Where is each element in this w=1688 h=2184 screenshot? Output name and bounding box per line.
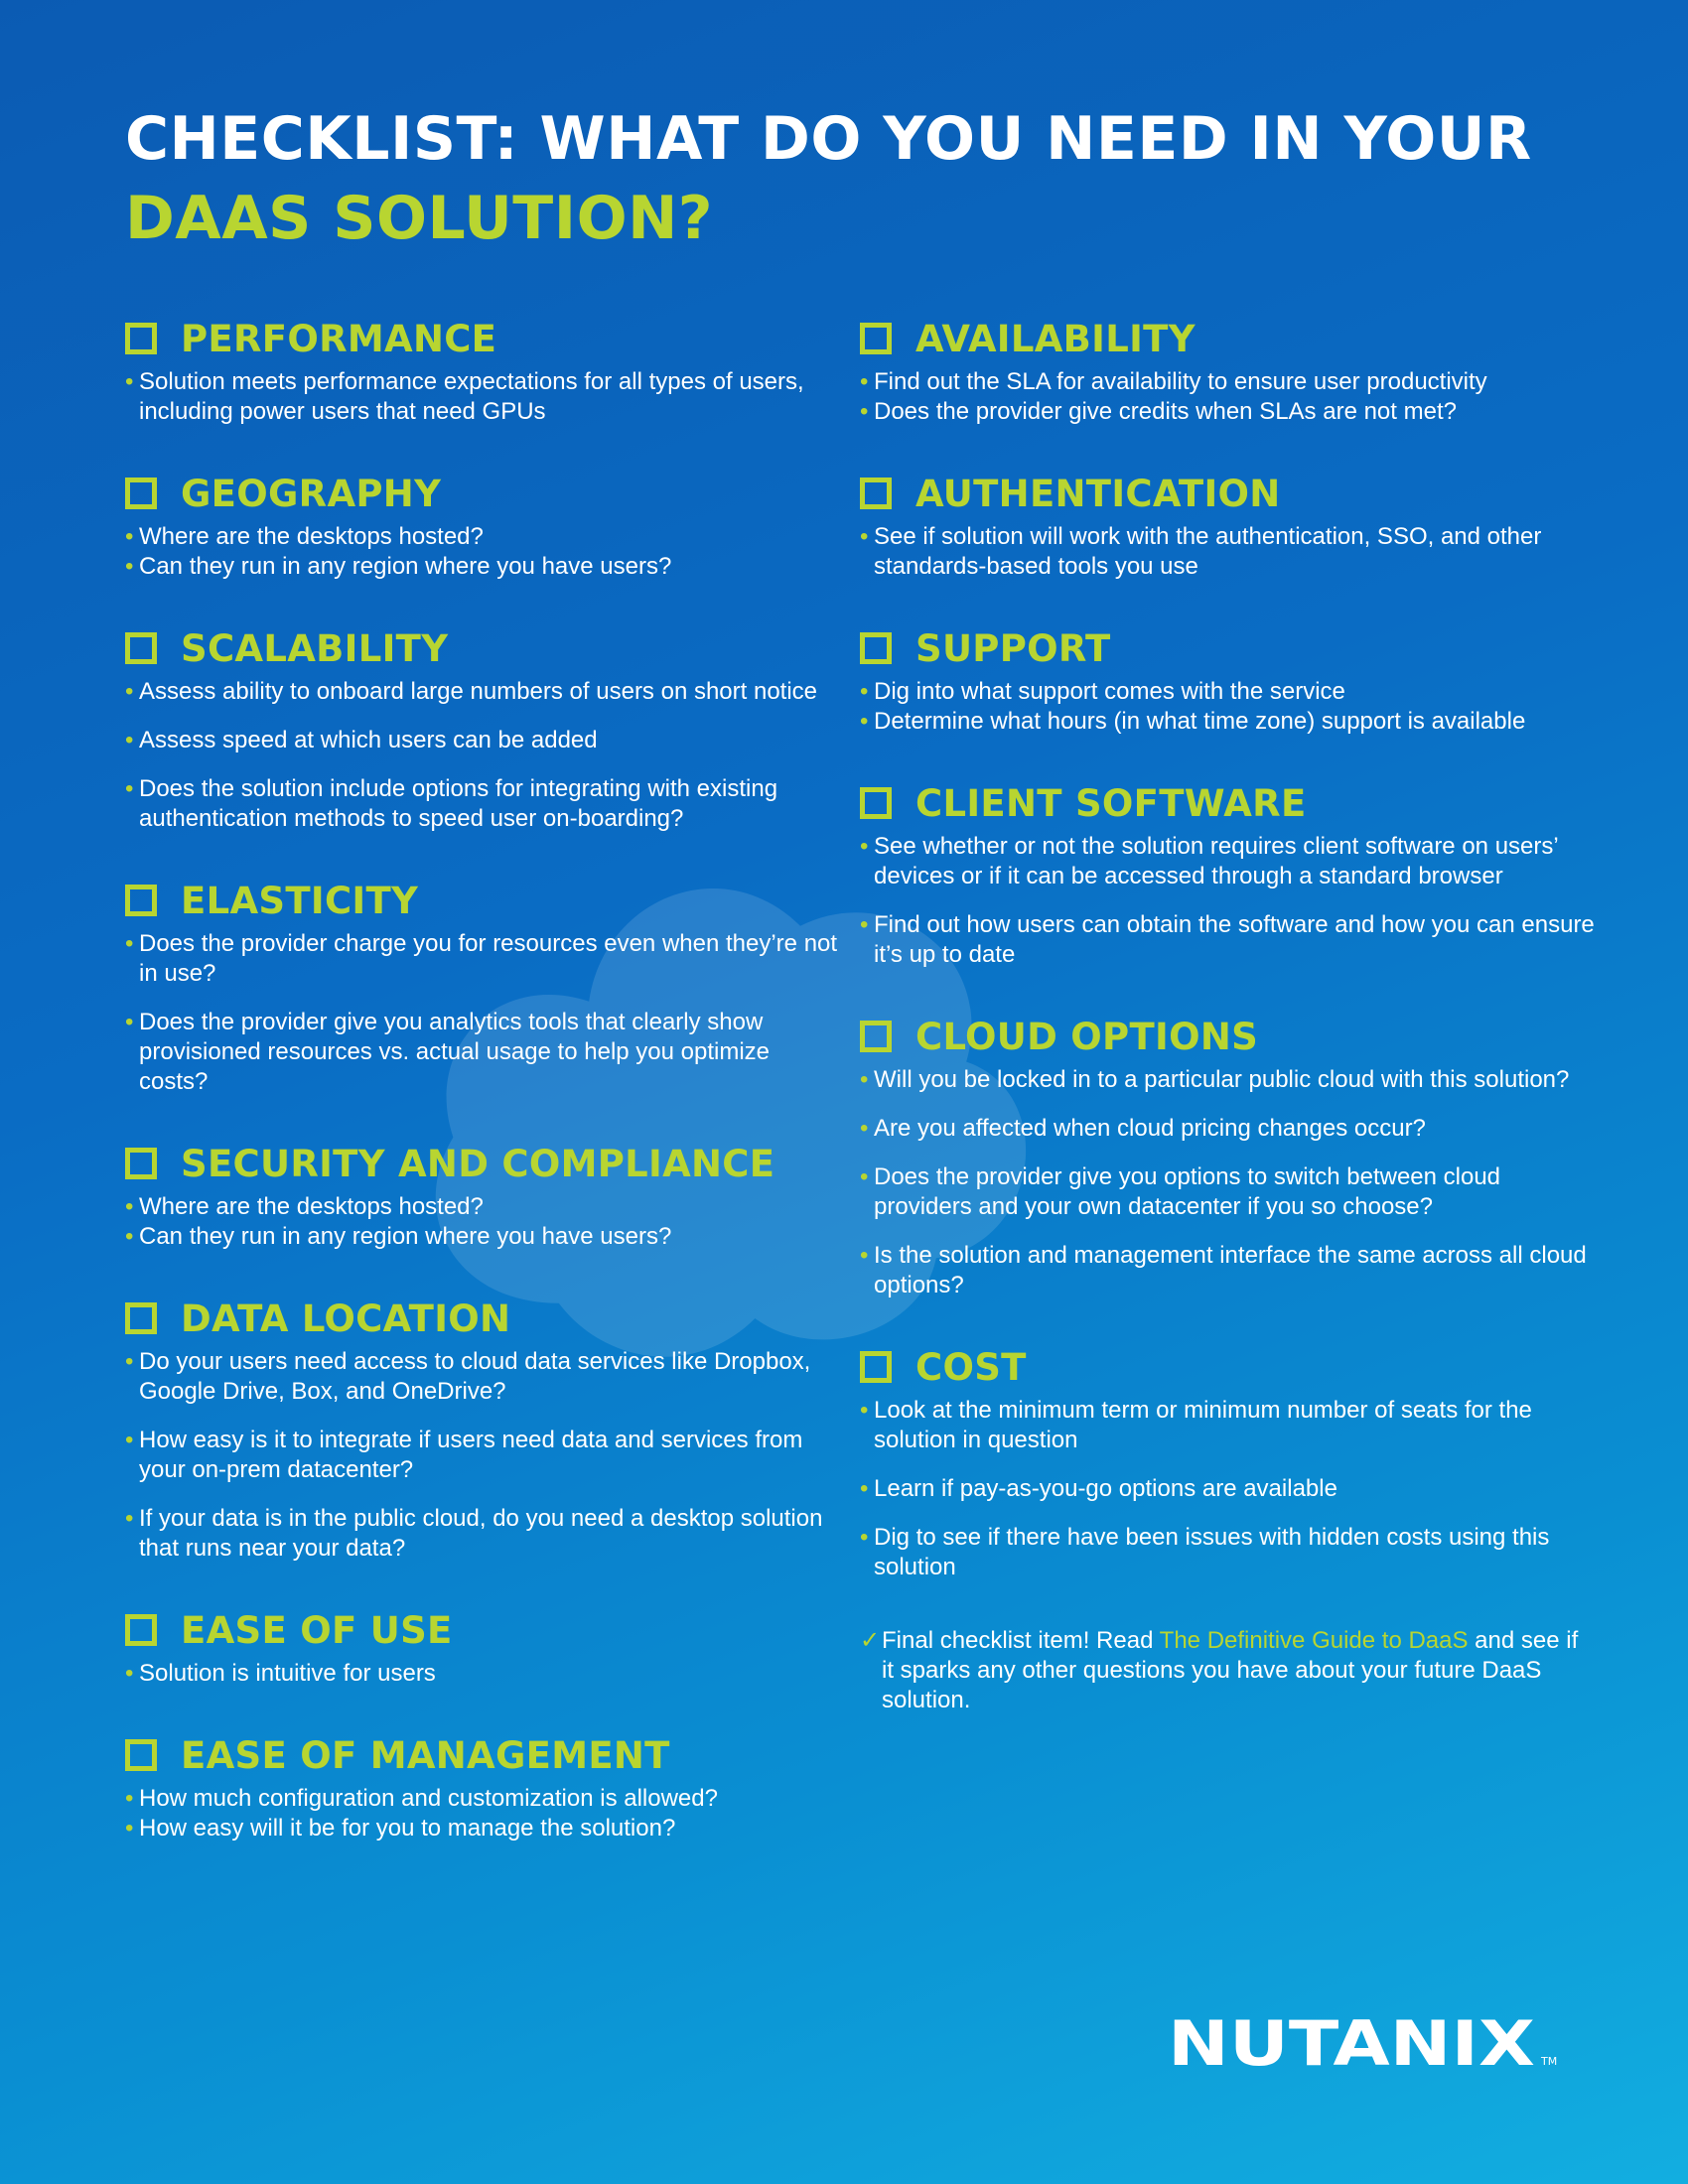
section-ease-of-management (125, 1732, 840, 1843)
bullet-list (125, 1784, 840, 1843)
section-title: AVAILABILITY (915, 317, 1196, 360)
checkbox-icon[interactable] (860, 478, 892, 509)
section-title: SCALABILITY (181, 626, 449, 670)
list-item: • Find out the SLA for availability to ensure user productivity (860, 367, 1595, 397)
list-item: • Dig to see if there have been issues with hidden costs using this solution (860, 1523, 1595, 1582)
list-item: • Does the provider give you options to switch between cloud providers and your own datacenter if you so choose? (860, 1162, 1595, 1222)
list-item: • Can they run in any region where you have users? (125, 552, 840, 582)
checkbox-icon[interactable] (125, 478, 157, 509)
bullet-list (860, 367, 1595, 427)
checkbox-icon[interactable] (125, 1148, 157, 1179)
section-title: EASE OF USE (181, 1608, 453, 1652)
checkbox-icon[interactable] (860, 323, 892, 354)
list-item: • Is the solution and management interface the same across all cloud options? (860, 1241, 1595, 1300)
list-item: • Learn if pay-as-you-go options are available (860, 1474, 1595, 1504)
list-item: • See whether or not the solution requires client software on users’ devices or if it can be accessed through a standard browser (860, 832, 1595, 891)
section-header (860, 1344, 1595, 1390)
section-header (125, 316, 840, 361)
section-cloud-options (860, 1014, 1595, 1300)
bullet-list (125, 522, 840, 582)
section-title: CLOUD OPTIONS (915, 1015, 1259, 1058)
list-item: • How much configuration and customization is allowed? (125, 1784, 840, 1814)
list-item: • Does the solution include options for integrating with existing authentication methods to speed user on-boarding? (125, 774, 840, 834)
section-header (125, 625, 840, 671)
bullet-list (860, 1065, 1595, 1300)
section-cost (860, 1344, 1595, 1582)
logo-wordmark: NUTANIX (1168, 2007, 1535, 2077)
left-column (125, 316, 840, 1887)
list-item: • If your data is in the public cloud, do you need a desktop solution that runs near your data? (125, 1504, 840, 1564)
definitive-guide-link[interactable]: The Definitive Guide to DaaS (1159, 1627, 1469, 1654)
list-item: • Look at the minimum term or minimum number of seats for the solution in question (860, 1396, 1595, 1455)
section-scalability (125, 625, 840, 834)
checkmark-icon: ✓ (860, 1627, 881, 1654)
section-header (860, 316, 1595, 361)
section-availability (860, 316, 1595, 427)
bullet-list (125, 929, 840, 1097)
list-item: • Assess speed at which users can be added (125, 726, 840, 755)
section-title: CLIENT SOFTWARE (915, 781, 1307, 825)
bullet-list (125, 367, 840, 427)
section-title: DATA LOCATION (181, 1297, 511, 1340)
section-header (125, 1141, 840, 1186)
checkbox-icon[interactable] (860, 632, 892, 664)
checkbox-icon[interactable] (125, 885, 157, 916)
bullet-list (125, 1192, 840, 1252)
list-item: • Will you be locked in to a particular public cloud with this solution? (860, 1065, 1595, 1095)
list-item: • Does the provider give you analytics tools that clearly show provisioned resources vs. actual usage to help you optimize costs? (125, 1008, 840, 1097)
section-performance (125, 316, 840, 427)
list-item: • Do your users need access to cloud data services like Dropbox, Google Drive, Box, and OneDrive? (125, 1347, 840, 1407)
section-title: SUPPORT (915, 626, 1111, 670)
section-client-software (860, 780, 1595, 970)
list-item: • Assess ability to onboard large numbers of users on short notice (125, 677, 840, 707)
section-title: ELASTICITY (181, 879, 419, 922)
list-item: • How easy will it be for you to manage the solution? (125, 1814, 840, 1843)
checkbox-icon[interactable] (125, 1739, 157, 1771)
bullet-list (860, 677, 1595, 737)
section-header (125, 1607, 840, 1653)
checkbox-icon[interactable] (860, 787, 892, 819)
bullet-list (860, 1396, 1595, 1582)
right-column (860, 316, 1595, 1715)
checkbox-icon[interactable] (125, 1614, 157, 1646)
section-header (125, 471, 840, 516)
section-authentication (860, 471, 1595, 582)
section-support (860, 625, 1595, 737)
section-security-and-compliance (125, 1141, 840, 1252)
title-line-2: DAAS SOLUTION? (125, 184, 714, 253)
section-title: SECURITY AND COMPLIANCE (181, 1142, 775, 1185)
logo-trademark: TM (1541, 2055, 1558, 2068)
section-elasticity (125, 878, 840, 1097)
section-header (125, 1296, 840, 1341)
checkbox-icon[interactable] (125, 1302, 157, 1334)
final-checklist-item (860, 1626, 1595, 1715)
list-item: • See if solution will work with the authentication, SSO, and other standards-based tools you use (860, 522, 1595, 582)
list-item: • How easy is it to integrate if users need data and services from your on-prem datacenter? (125, 1426, 840, 1485)
section-data-location (125, 1296, 840, 1564)
bullet-list (125, 1659, 840, 1689)
checkbox-icon[interactable] (125, 632, 157, 664)
section-header (860, 780, 1595, 826)
list-item: • Are you affected when cloud pricing changes occur? (860, 1114, 1595, 1144)
section-title: AUTHENTICATION (915, 472, 1281, 515)
section-header (860, 471, 1595, 516)
list-item: • Does the provider charge you for resources even when they’re not in use? (125, 929, 840, 989)
final-suffix: and see if it sparks any other questions you have about your future DaaS solution. (882, 1627, 1579, 1713)
list-item: • Can they run in any region where you have users? (125, 1222, 840, 1252)
list-item: • Determine what hours (in what time zone) support is available (860, 707, 1595, 737)
section-title: EASE OF MANAGEMENT (181, 1733, 670, 1777)
bullet-list (125, 1347, 840, 1564)
section-header (860, 625, 1595, 671)
page-title (125, 99, 1532, 258)
right-sections (860, 316, 1595, 1582)
list-item: • Dig into what support comes with the service (860, 677, 1595, 707)
list-item: • Solution meets performance expectations for all types of users, including power users that need GPUs (125, 367, 840, 427)
list-item: • Solution is intuitive for users (125, 1659, 840, 1689)
section-title: PERFORMANCE (181, 317, 497, 360)
section-title: COST (915, 1345, 1027, 1389)
title-line-1: CHECKLIST: WHAT DO YOU NEED IN YOUR (125, 104, 1532, 174)
section-header (125, 1732, 840, 1778)
section-ease-of-use (125, 1607, 840, 1689)
bullet-list (125, 677, 840, 834)
section-geography (125, 471, 840, 582)
list-item: • Does the provider give credits when SLAs are not met? (860, 397, 1595, 427)
final-prefix: Final checklist item! Read (882, 1627, 1160, 1654)
bullet-list (860, 522, 1595, 582)
nutanix-logo (1168, 2007, 1565, 2077)
bullet-list (860, 832, 1595, 970)
checkbox-icon[interactable] (860, 1351, 892, 1383)
section-title: GEOGRAPHY (181, 472, 442, 515)
section-header (125, 878, 840, 923)
section-header (860, 1014, 1595, 1059)
list-item: • Find out how users can obtain the software and how you can ensure it’s up to date (860, 910, 1595, 970)
list-item: • Where are the desktops hosted? (125, 1192, 840, 1222)
checkbox-icon[interactable] (125, 323, 157, 354)
checkbox-icon[interactable] (860, 1021, 892, 1052)
list-item: • Where are the desktops hosted? (125, 522, 840, 552)
